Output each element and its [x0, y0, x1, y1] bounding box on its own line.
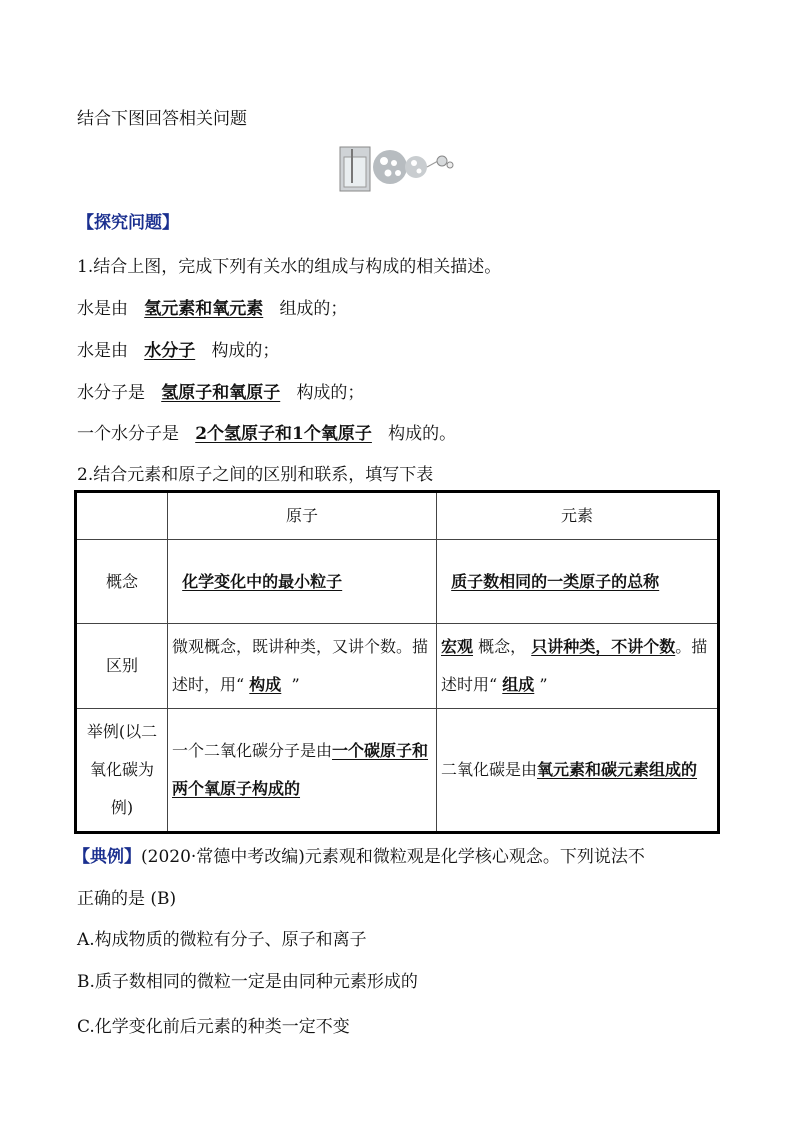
example-atom-cell: 一个二氧化碳分子是由一个碳原子和两个氧原子构成的 — [168, 709, 437, 833]
table-row-difference — [76, 624, 719, 709]
row-label-example: 举例(以二氧化碳为例) — [76, 709, 168, 833]
header-atom: 原子 — [168, 492, 437, 540]
header-empty — [76, 492, 168, 540]
difference-atom-cell: 微观概念，既讲种类，又讲个数。描述时，用“ 构成 ” — [168, 624, 437, 709]
example-element-cell: 二氧化碳是由氧元素和碳元素组成的 — [437, 709, 719, 833]
row-label-concept: 概念 — [76, 540, 168, 624]
difference-element-answer-1: 宏观 — [441, 637, 474, 656]
example-atom-answer: 一个碳原子和两个氧原子构成的 — [172, 741, 429, 798]
concept-atom-cell — [168, 540, 437, 624]
water-molecule-figure — [338, 143, 458, 193]
option-b: B.质子数相同的微粒一定是由同种元素形成的 — [77, 972, 418, 992]
fill-line-1: 水是由 氢元素和氧元素 组成的； — [77, 299, 348, 319]
table-row-example — [76, 709, 719, 833]
atom-element-table — [74, 490, 720, 834]
header-element: 元素 — [437, 492, 719, 540]
option-c: C.化学变化前后元素的种类一定不变 — [77, 1017, 350, 1037]
intro-text: 结合下图回答相关问题 — [77, 109, 247, 129]
table-row-concept — [76, 540, 719, 624]
example-stem-2: 正确的是 (B) — [77, 889, 177, 909]
difference-element-answer-2: 只讲种类，不讲个数 — [531, 637, 676, 656]
concept-element-cell — [437, 540, 719, 624]
option-a: A.构成物质的微粒有分子、原子和离子 — [77, 930, 367, 950]
difference-element-cell: 宏观 概念， 只讲种类，不讲个数。描述时用“ 组成 ” — [437, 624, 719, 709]
fill-line-4: 一个水分子是 2个氢原子和1个氧原子 构成的。 — [77, 424, 457, 444]
section-title: 【探究问题】 — [77, 213, 179, 233]
question-2: 2.结合元素和原子之间的区别和联系，填写下表 — [77, 465, 434, 485]
row-label-difference: 区别 — [76, 624, 168, 709]
table-header-row — [76, 492, 719, 540]
fill-line-2: 水是由 水分子 构成的； — [77, 341, 280, 361]
example-stem: 【典例】(2020·常德中考改编)元素观和微粒观是化学核心观念。下列说法不 — [73, 847, 645, 867]
concept-element-answer: 质子数相同的一类原子的总称 — [451, 571, 660, 591]
example-element-answer: 氧元素和碳元素组成的 — [537, 760, 698, 779]
difference-element-answer-3: 组成 — [502, 675, 535, 694]
example-tag: 【典例】 — [73, 847, 141, 867]
fill-line-3: 水分子是 氢原子和氧原子 构成的； — [77, 383, 365, 403]
question-1: 1.结合上图，完成下列有关水的组成与构成的相关描述。 — [77, 257, 502, 277]
concept-atom-answer: 化学变化中的最小粒子 — [182, 571, 343, 591]
difference-atom-answer: 构成 — [249, 675, 282, 694]
